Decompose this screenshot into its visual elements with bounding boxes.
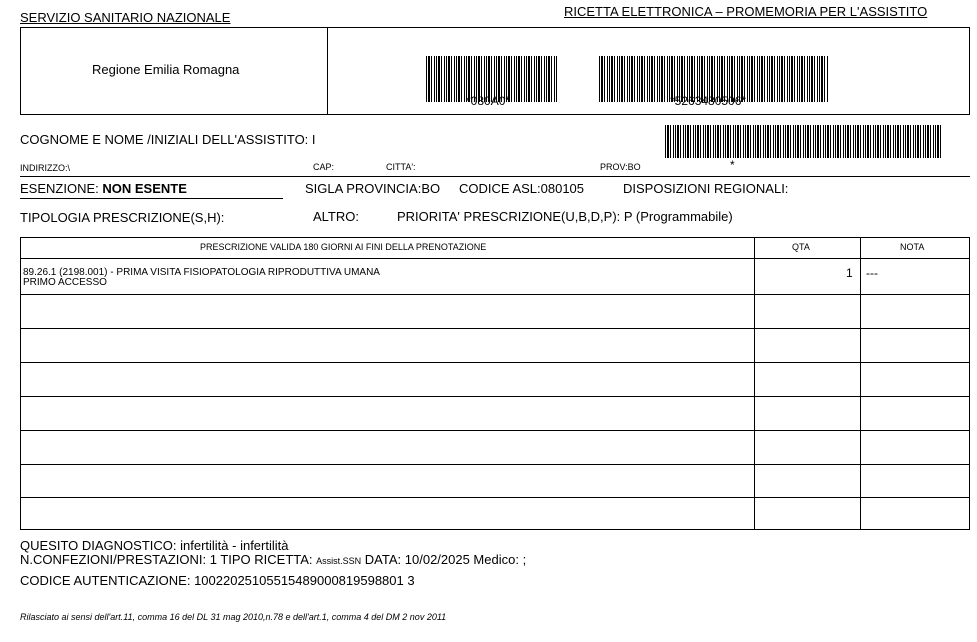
esenzione [20,181,187,196]
patient-name-label: COGNOME E NOME /INIZIALI DELL'ASSISTITO: I [20,132,316,147]
barcode-3-text: * [730,158,735,172]
top-box-divider [327,27,328,115]
priorita-prescrizione: PRIORITA' PRESCRIZIONE(U,B,D,P): P (Programmabile) [397,209,733,224]
row-description-2: PRIMO ACCESSO [23,277,107,288]
confezioni: N.CONFEZIONI/PRESTAZIONI: 1 TIPO RICETTA: [20,552,313,567]
tipologia-prescrizione: TIPOLOGIA PRESCRIZIONE(S,H): [20,210,225,225]
header-prescrizione: PRESCRIZIONE VALIDA 180 GIORNI AI FINI DELLA PRENOTAZIONE [200,242,487,252]
header-left: SERVIZIO SANITARIO NAZIONALE [20,10,231,25]
codice-asl: CODICE ASL:080105 [459,181,585,196]
esenzione-value: NON ESENTE [102,181,187,196]
table-row-line [20,430,970,431]
address-label: INDIRIZZO:\ [20,163,70,173]
table-row-line [20,396,970,397]
row-qta: 1 [846,266,853,280]
altro: ALTRO: [313,209,359,224]
header-qta: QTA [792,242,810,252]
quesito-diagnostico: QUESITO DIAGNOSTICO: infertilità - infertilità [20,538,289,553]
table-row-line [20,464,970,465]
table-row-line [20,258,970,259]
row-nota: --- [866,266,878,280]
barcode-1-text: *080A0* [466,94,511,108]
disposizioni-regionali: DISPOSIZIONI REGIONALI: [623,181,789,196]
prov-label: PROV:BO [600,162,641,172]
table-row-line [20,362,970,363]
data-medico: DATA: 10/02/2025 Medico: ; [364,552,527,567]
sigla-provincia: SIGLA PROVINCIA:BO [305,181,441,196]
barcode-3 [665,125,943,158]
table-row-line [20,328,970,329]
confezioni-line [20,552,526,567]
table-col-divider-2 [860,237,861,530]
row-description: 89.26.1 (2198.001) - PRIMA VISITA FISIOPATOLOGIA RIPRODUTTIVA UMANA [23,267,380,278]
codice-autenticazione: CODICE AUTENTICAZIONE: 10022025105515489000819598801 3 [20,573,415,588]
header-right: RICETTA ELETTRONICA – PROMEMORIA PER L'ASSISTITO [564,4,928,19]
citta-label: CITTA': [386,162,416,172]
legal-note: Rilasciato ai sensi dell'art.11, comma 16 del DL 31 mag 2010,n.78 e dell'art.1, comma 4 del DM 2 nov 2011 [20,612,447,622]
table-row-line [20,294,970,295]
table-col-divider-1 [754,237,755,530]
esenzione-underline [20,198,283,199]
esenzione-label: ESENZIONE: [20,181,99,196]
table-row-line [20,497,970,498]
cap-label: CAP: [313,162,335,172]
region-name: Regione Emilia Romagna [92,62,240,77]
patient-separator [20,176,970,177]
header-nota: NOTA [900,242,925,252]
prescription-table [20,237,970,530]
barcode-2-text: *5263480506* [670,94,747,108]
tipo-ricetta-value: Assist.SSN [316,556,362,566]
